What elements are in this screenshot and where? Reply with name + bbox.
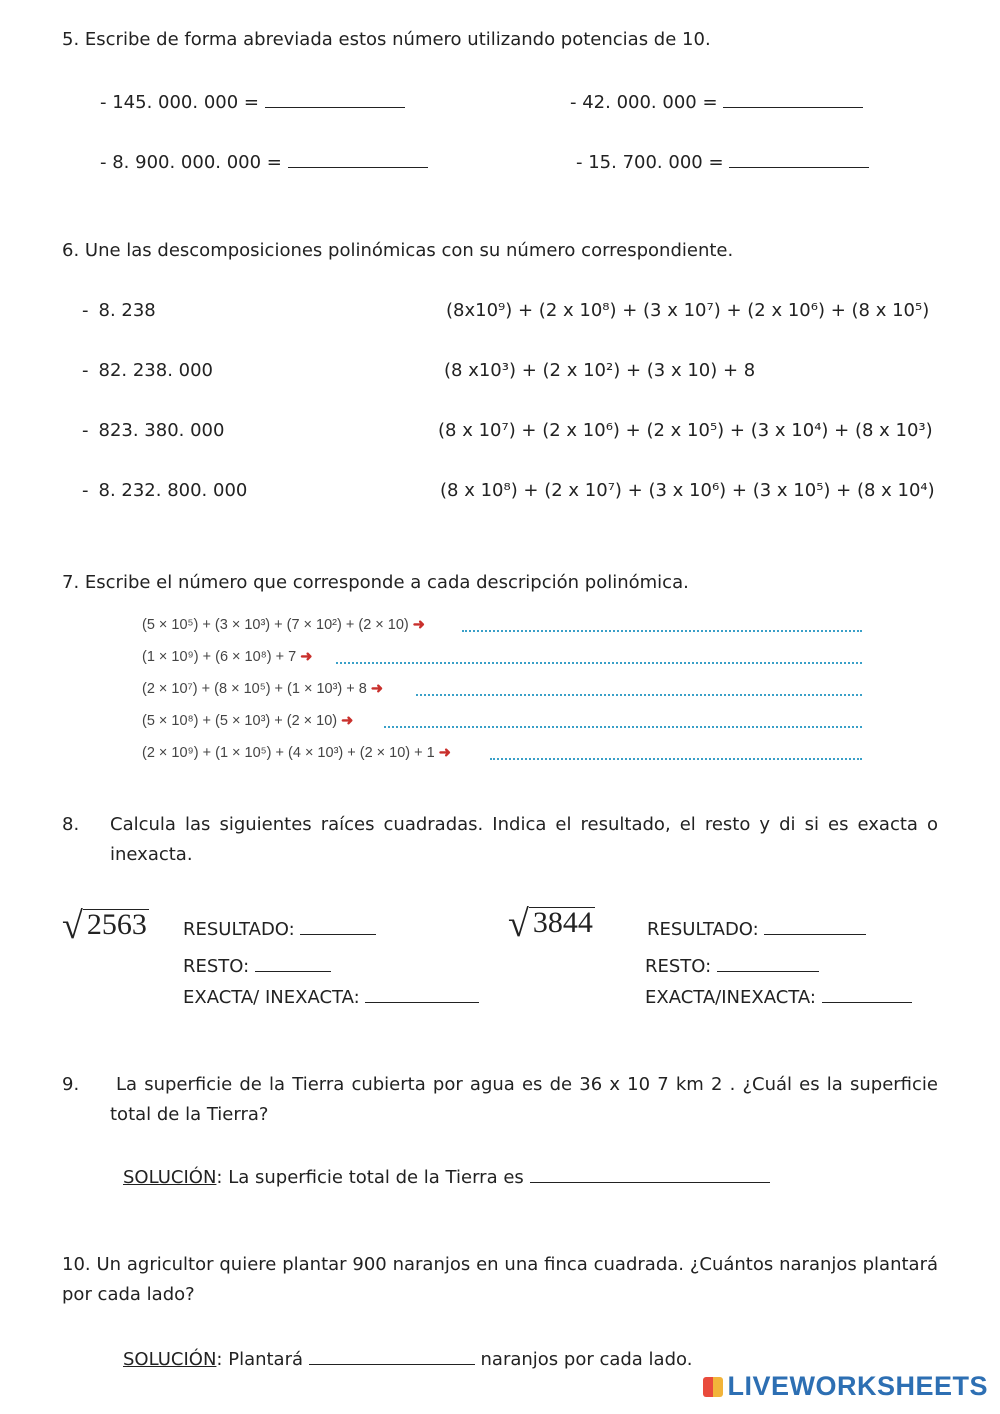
answer-blank[interactable] [288, 149, 428, 168]
q5-item-1: - 145. 000. 000 = [100, 89, 405, 113]
answer-blank[interactable] [717, 953, 819, 972]
arrow-right-icon: ➜ [341, 713, 354, 729]
q8-title: Calcula las siguientes raíces cuadradas. Indica el resultado, el resto y di si es exacta o inexacta. [110, 814, 938, 865]
q7-answer-line-1[interactable] [462, 630, 862, 632]
resto-right: RESTO: [645, 953, 819, 977]
answer-blank[interactable] [723, 89, 863, 108]
arrow-right-icon: ➜ [300, 649, 313, 665]
answer-blank[interactable] [530, 1164, 770, 1183]
answer-blank[interactable] [265, 89, 405, 108]
q6-number-2[interactable]: - 82. 238. 000 [82, 360, 214, 381]
square-root-icon: √ [62, 905, 83, 947]
answer-blank[interactable] [729, 149, 869, 168]
arrow-right-icon: ➜ [412, 617, 425, 633]
q6-number-3[interactable]: - 823. 380. 000 [82, 420, 225, 441]
q5-item-4: - 15. 700. 000 = [576, 149, 869, 173]
answer-blank[interactable] [300, 916, 376, 935]
q7-title: 7. Escribe el número que corresponde a cada descripción polinómica. [62, 572, 689, 593]
q6-title: 6. Une las descomposiciones polinómicas con su número correspondiente. [62, 240, 734, 261]
sqrt-right: √ 3844 [508, 903, 593, 945]
q5-title: 5. Escribe de forma abreviada estos número utilizando potencias de 10. [62, 29, 711, 50]
q7-item-1: (5 × 10⁵) + (3 × 10³) + (7 × 10²) + (2 × 10) ➜ [142, 617, 425, 633]
q6-decomp-1[interactable]: (8x10⁹) + (2 x 10⁸) + (3 x 10⁷) + (2 x 10⁶) + (8 x 10⁵) [446, 300, 930, 321]
answer-blank[interactable] [764, 916, 866, 935]
q7-item-2: (1 × 10⁹) + (6 × 10⁸) + 7 ➜ [142, 649, 313, 665]
q6-decomp-4[interactable]: (8 x 10⁸) + (2 x 10⁷) + (3 x 10⁶) + (3 x 10⁵) + (8 x 10⁴) [440, 480, 935, 501]
arrow-right-icon: ➜ [370, 681, 384, 697]
q7-answer-line-4[interactable] [384, 726, 862, 728]
answer-blank[interactable] [822, 984, 912, 1003]
q10-title: 10. Un agricultor quiere plantar 900 naranjos en una finca cuadrada. ¿Cuántos naranjos plantará por cada lado? [62, 1254, 938, 1305]
q6-number-4[interactable]: - 8. 232. 800. 000 [82, 480, 248, 501]
q9-solution: SOLUCIÓN: La superficie total de la Tierra es [123, 1164, 770, 1188]
q7-answer-line-2[interactable] [336, 662, 862, 664]
q6-decomp-2[interactable]: (8 x10³) + (2 x 10²) + (3 x 10) + 8 [444, 360, 756, 381]
logo-icon [703, 1377, 723, 1397]
q5-item-3: - 8. 900. 000. 000 = [100, 149, 428, 173]
q9-number: 9. [62, 1074, 80, 1095]
q9-title: La superficie de la Tierra cubierta por agua es de 36 x 10 7 km 2 . ¿Cuál es la superficie total de la Tierra? [110, 1074, 938, 1125]
exacta-left: EXACTA/ INEXACTA: [183, 984, 479, 1008]
liveworksheets-logo: LIVEWORKSHEETS [703, 1371, 988, 1402]
q8-number: 8. [62, 814, 80, 835]
q5-item-2: - 42. 000. 000 = [570, 89, 863, 113]
q7-answer-line-5[interactable] [490, 758, 862, 760]
q7-item-4: (5 × 10⁸) + (5 × 10³) + (2 × 10) ➜ [142, 713, 354, 729]
q6-number-1[interactable]: - 8. 238 [82, 300, 156, 321]
resto-left: RESTO: [183, 953, 331, 977]
q10-solution: SOLUCIÓN: Plantará naranjos por cada lado. [123, 1346, 692, 1370]
square-root-icon: √ [508, 903, 529, 945]
sqrt-left: √ 2563 [62, 905, 147, 947]
answer-blank[interactable] [309, 1346, 475, 1365]
resultado-left: RESULTADO: [183, 916, 376, 940]
q7-answer-line-3[interactable] [416, 694, 862, 696]
answer-blank[interactable] [255, 953, 331, 972]
resultado-right: RESULTADO: [647, 916, 866, 940]
q7-item-3: (2 × 10⁷) + (8 × 10⁵) + (1 × 10³) + 8 ➜ [142, 681, 384, 697]
q7-item-5: (2 × 10⁹) + (1 × 10⁵) + (4 × 10³) + (2 × 10) + 1 ➜ [142, 745, 451, 761]
exacta-right: EXACTA/INEXACTA: [645, 984, 912, 1008]
q6-decomp-3[interactable]: (8 x 10⁷) + (2 x 10⁶) + (2 x 10⁵) + (3 x 10⁴) + (8 x 10³) [438, 420, 933, 441]
answer-blank[interactable] [365, 984, 479, 1003]
arrow-right-icon: ➜ [438, 745, 451, 761]
